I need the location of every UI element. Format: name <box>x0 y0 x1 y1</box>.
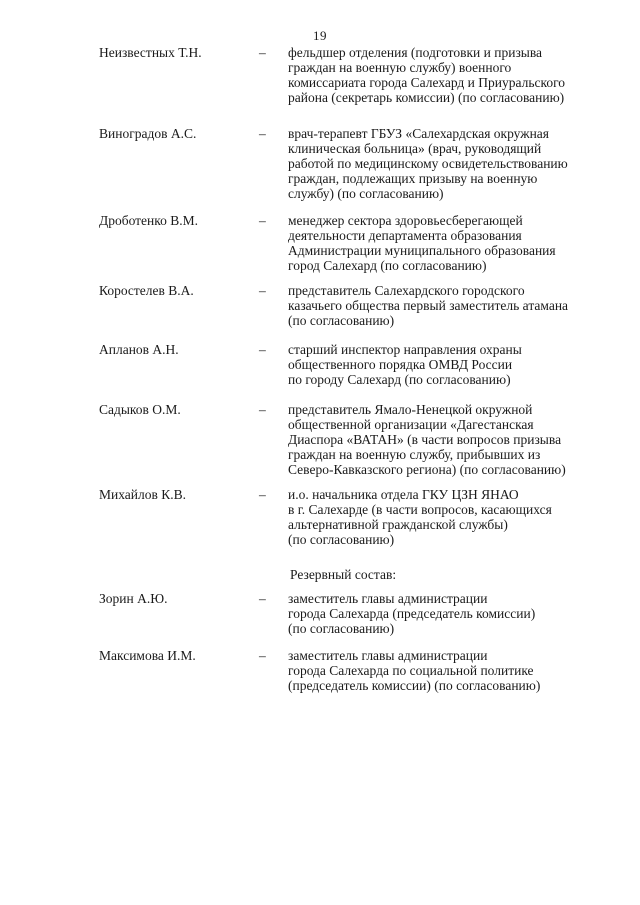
member-dash: – <box>259 648 266 663</box>
member-dash: – <box>259 342 266 357</box>
member-name: Максимова И.М. <box>99 648 196 663</box>
member-name: Дроботенко В.М. <box>99 213 199 228</box>
member-name: Коростелев В.А. <box>99 283 194 298</box>
member-role: заместитель главы администрации города Салехарда по социальной политике (председатель комиссии) (по согласованию) <box>288 648 541 693</box>
member-name: Зорин А.Ю. <box>99 591 168 606</box>
member-name: Неизвестных Т.Н. <box>99 45 202 60</box>
page-number: 19 <box>313 28 327 43</box>
member-name: Садыков О.М. <box>99 402 181 417</box>
member-dash: – <box>259 591 266 606</box>
member-role: фельдшер отделения (подготовки и призыва граждан на военную службу) военного комиссариата города Салехард и Приуральского района (секретарь комиссии) (по согласованию) <box>288 45 566 105</box>
member-dash: – <box>259 402 266 417</box>
member-name: Михайлов К.В. <box>99 487 187 502</box>
member-dash: – <box>259 213 266 228</box>
reserve-heading: Резервный состав: <box>290 567 397 582</box>
member-dash: – <box>259 487 266 502</box>
member-role: старший инспектор направления охраны общественного порядка ОМВД России по городу Салехард (по согласованию) <box>288 342 522 387</box>
member-role: менеджер сектора здоровьесберегающей деятельности департамента образования Администрации муниципального образования город Салехард (по согласованию) <box>288 213 556 273</box>
member-role: представитель Салехардского городского казачьего общества первый заместитель атамана (по согласованию) <box>288 283 569 328</box>
member-dash: – <box>259 126 266 141</box>
member-dash: – <box>259 45 266 60</box>
member-role: и.о. начальника отдела ГКУ ЦЗН ЯНАО в г. Салехарде (в части вопросов, касающихся альтернативной гражданской службы) (по согласованию) <box>288 487 552 547</box>
member-dash: – <box>259 283 266 298</box>
member-role: заместитель главы администрации города Салехарда (председатель комиссии) (по согласованию) <box>288 591 536 636</box>
member-name: Виноградов А.С. <box>99 126 197 141</box>
member-name: Апланов А.Н. <box>99 342 179 357</box>
member-role: представитель Ямало-Ненецкой окружной общественной организации «Дагестанская Диаспора «ВАТАН» (в части вопросов призыва граждан на военную службу, прибывших из Северо-Кавказского региона) (по согласованию) <box>288 402 566 477</box>
member-role: врач-терапевт ГБУЗ «Салехардская окружная клиническая больница» (врач, руководящий работой по медицинскому освидетельствованию граждан, подлежащих призыву на военную службу) (по согласованию) <box>288 126 568 201</box>
